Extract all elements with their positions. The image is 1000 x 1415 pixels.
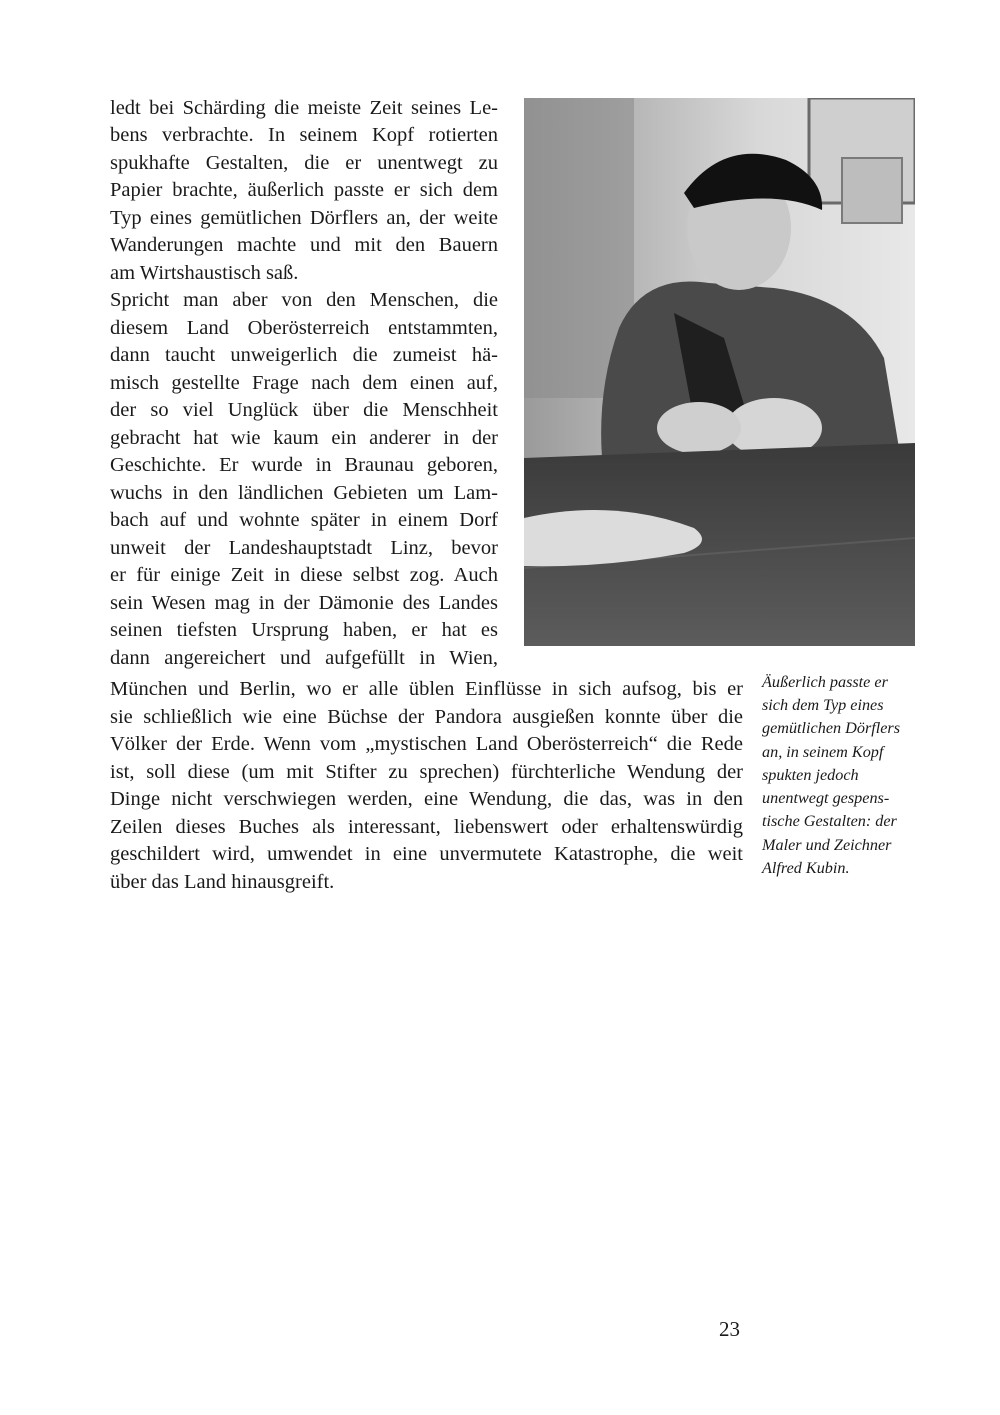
body-line: misch gestellte Frage nach dem einen auf, (110, 372, 498, 394)
body-line: der so viel Unglück über die Menschheit (110, 399, 498, 421)
body-line: Völker der Erde. Wenn vom „mystischen Land Oberösterreich“ die Rede (110, 733, 743, 755)
body-line: Geschichte. Er wurde in Braunau geboren, (110, 454, 498, 476)
body-line: sie schließlich wie eine Büchse der Pandora ausgießen konnte über die (110, 706, 743, 728)
caption-line: sich dem Typ eines (762, 696, 884, 714)
caption-line: an, in seinem Kopf (762, 743, 884, 761)
body-line: Papier brachte, äußerlich passte er sich dem (110, 179, 498, 201)
caption-line: tische Gestalten: der (762, 812, 897, 830)
portrait-photo (524, 98, 915, 646)
body-line: unweit der Landeshauptstadt Linz, bevor (110, 537, 498, 559)
body-line: dann taucht unweigerlich die zumeist hä- (110, 344, 498, 366)
caption-line: Maler und Zeichner (762, 836, 892, 854)
body-line: diesem Land Oberösterreich entstammten, (110, 317, 498, 339)
body-line: über das Land hinausgreift. (110, 871, 335, 893)
caption-line: unentwegt gespens- (762, 789, 890, 807)
body-line: Zeilen dieses Buches als interessant, liebenswert oder erhaltenswürdig (110, 816, 743, 838)
body-line: sein Wesen mag in der Dämonie des Landes (110, 592, 498, 614)
body-line: geschildert wird, umwendet in eine unvermutete Katastrophe, die weit (110, 843, 743, 865)
body-line: spukhafte Gestalten, die er unentwegt zu (110, 152, 498, 174)
body-line: ledt bei Schärding die meiste Zeit seines Le- (110, 97, 498, 119)
body-line: München und Berlin, wo er alle üblen Einflüsse in sich aufsog, bis er (110, 678, 743, 700)
body-line: bach auf und wohnte später in einem Dorf (110, 509, 498, 531)
portrait-photo-icon (524, 98, 915, 646)
body-line: bens verbrachte. In seinem Kopf rotierten (110, 124, 498, 146)
body-line: Dinge nicht verschwiegen werden, eine Wendung, die das, was in den (110, 788, 743, 810)
caption-line: gemütlichen Dörflers (762, 719, 901, 737)
caption-line: Alfred Kubin. (762, 859, 850, 877)
caption-line: Äußerlich passte er (762, 673, 888, 691)
body-line: Typ eines gemütlichen Dörflers an, der weite (110, 207, 498, 229)
caption-line: spukten jedoch (762, 766, 859, 784)
body-line: er für einige Zeit in diese selbst zog. Auch (110, 564, 498, 586)
body-line: Wanderungen machte und mit den Bauern (110, 234, 498, 256)
body-line: am Wirtshaustisch saß. (110, 262, 299, 284)
page-number: 23 (719, 1317, 740, 1341)
body-line: dann angereichert und aufgefüllt in Wien, (110, 647, 498, 669)
body-line: seinen tiefsten Ursprung haben, er hat es (110, 619, 498, 641)
body-line: ist, soll diese (um mit Stifter zu sprechen) fürchterliche Wendung der (110, 761, 743, 783)
body-line: Spricht man aber von den Menschen, die (110, 289, 498, 311)
body-line: wuchs in den ländlichen Gebieten um Lam- (110, 482, 498, 504)
body-line: gebracht hat wie kaum ein anderer in der (110, 427, 498, 449)
